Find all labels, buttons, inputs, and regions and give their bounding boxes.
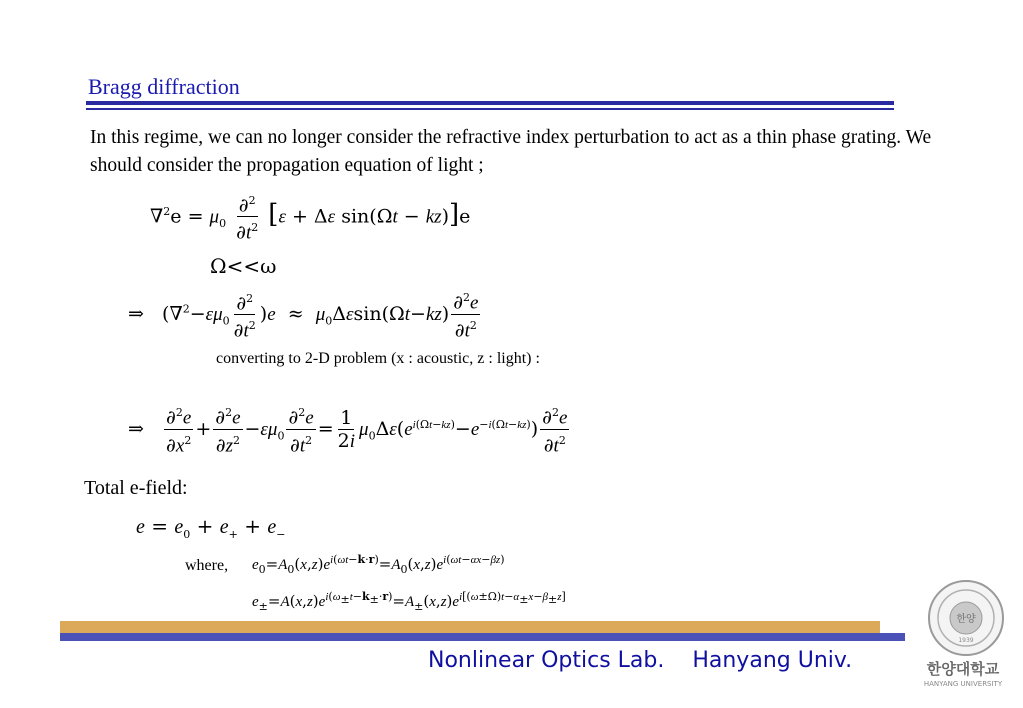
- equation-wave: $\nabla^2e = \mu_0$ $\frac{\partial^2}{\partial t^2}$ [ε + Δε sin(Ωt − kz)]e: [150, 190, 470, 245]
- title-underline-thin: [86, 108, 894, 110]
- intro-paragraph: In this regime, we can no longer consider the refractive index perturbation to act as a thin phase grating. We should consider the propagation equation of light ;: [90, 127, 932, 176]
- equation-total-field: $e = e_0 + e_+ + e_-$: [136, 514, 286, 541]
- footer-text: [428, 648, 852, 673]
- where-label: where,: [185, 557, 229, 574]
- footer-university: Hanyang Univ.: [692, 648, 853, 673]
- footer-bar-orange: [60, 621, 880, 633]
- slide-title: Bragg diffraction: [88, 74, 240, 99]
- svg-text:1939: 1939: [958, 637, 974, 644]
- condition-omega: Ω<<ω: [210, 254, 277, 278]
- equation-2d: ⇒ $\frac{\partial^2e}{\partial x^2}$ + $\frac{\partial^2e}{\partial z^2}$ $-\varepsilon\mu_0$ $\frac{\partial^2e}{\partial t^2}$ = $\frac{1}{2i}$ $\mu_0\Delta\varepsilon(e^{i(\Omega t-kz)}-e^{-i(\Omega t-kz)})$ $\frac{\partial^2e}{\partial t^2}$: [128, 402, 571, 458]
- svg-text:한양대학교: 한양대학교: [926, 660, 1000, 678]
- total-field-label: Total e-field:: [84, 477, 188, 499]
- converting-note: converting to 2-D problem (x : acoustic, z : light) :: [216, 350, 540, 367]
- equation-approx: ⇒ ($\nabla^2-\varepsilon\mu_0$ $\frac{\partial^2}{\partial t^2}$ )$e \approx \mu_0\Delta\varepsilon\sin(\Omega t-kz)$ $\frac{\partial^2e}{\partial t^2}$: [128, 287, 482, 343]
- svg-text:한양: 한양: [956, 614, 976, 625]
- footer-lab: Nonlinear Optics Lab.: [428, 648, 665, 673]
- equation-e0: $e_0=A_0(x,z)e^{i(\omega t-k\cdot r)}=A_0(x,z)e^{i(\omega t-\alpha x-\beta z)}$: [252, 553, 505, 576]
- svg-text:HANYANG UNIVERSITY: HANYANG UNIVERSITY: [923, 680, 1003, 688]
- university-logo: [908, 578, 1018, 698]
- footer-bar-blue: [60, 633, 905, 641]
- title-underline-thick: [86, 101, 894, 105]
- equation-epm: $e_\pm=A(x,z)e^{i(\omega_\pm t-k_\pm\cdot r)}=A_\pm(x,z)e^{i[(\omega\pm\Omega)t-\alpha_\pm x-\beta_\pm z]}$: [252, 590, 566, 613]
